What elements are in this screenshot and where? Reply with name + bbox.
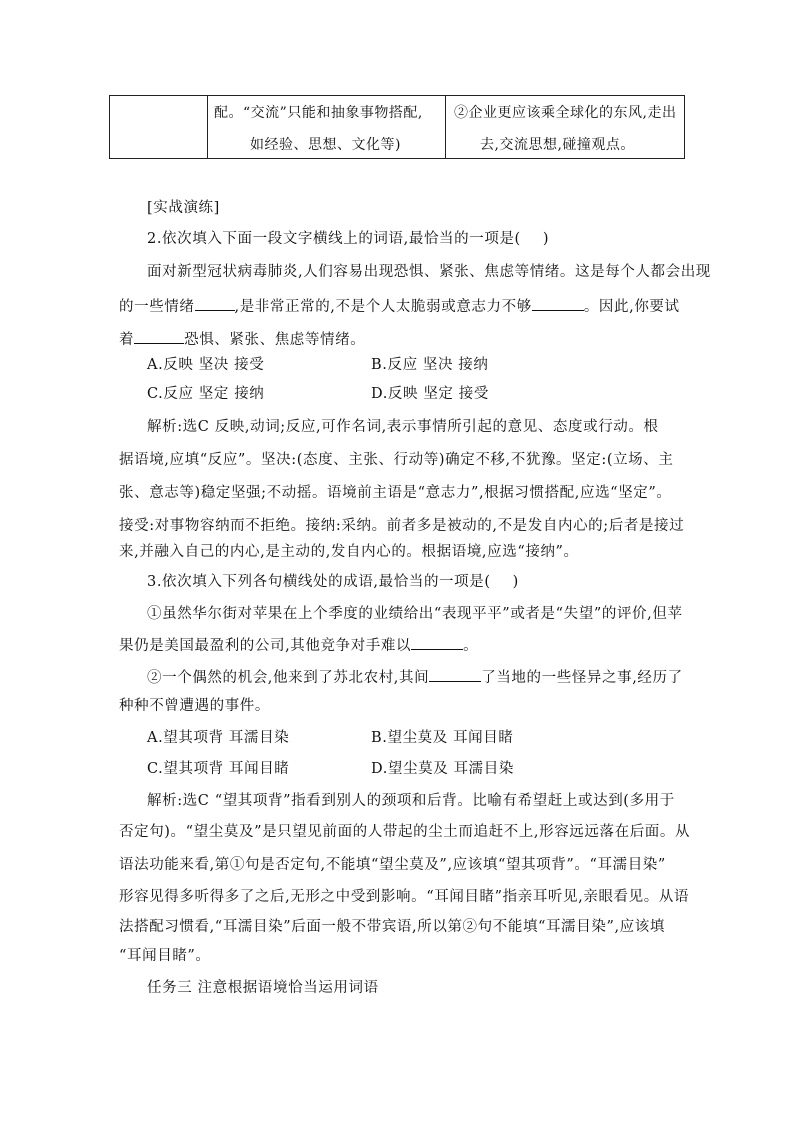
answer-analysis-line: “耳闻目睹”。	[119, 948, 211, 964]
fill-blank	[134, 329, 184, 344]
question-3-sentence-line	[119, 635, 478, 655]
sentence-text: 。	[463, 638, 479, 654]
section-label: [实战演练]	[147, 200, 220, 216]
table-divider	[445, 96, 446, 158]
question-3-sentence-line: ①虽然华尔街对苹果在上个季度的业绩给出“表现平平”或者是“失望”的评价,但苹	[147, 606, 683, 622]
sentence-text: ②一个偶然的机会,他来到了苏北农村,其间	[147, 670, 430, 686]
answer-analysis-line: 否定句)。“望尘莫及”是只望见前面的人带起的尘土而追赶不上,形容远远落在后面。从	[119, 824, 691, 840]
table-cell-line: 如经验、思想、文化等)	[250, 137, 401, 153]
question-3-stem	[147, 573, 519, 591]
table-cell-line: 去,交流思想,碰撞观点。	[480, 137, 635, 153]
passage-text: ,是非常正常的,不是个人太脆弱或意志力不够	[234, 299, 532, 315]
answer-analysis-line: 据语境,应填“反应”。坚决:(态度、主张、行动等)确定不移,不犹豫。坚定:(立场、主	[119, 452, 674, 468]
passage-text: 着	[119, 332, 135, 348]
answer-analysis-line: 来,并融入自己的内心,是主动的,发自内心的。根据语境,应选“接纳”。	[119, 544, 579, 560]
option-c: C.望其项背 耳闻目睹	[147, 761, 290, 777]
answer-analysis-line: 法搭配习惯看,“耳濡目染”后面一般不带宾语,所以第②句不能填“耳濡目染”,应该填	[119, 919, 665, 935]
fill-blank	[195, 296, 235, 311]
sentence-text: 了当地的一些怪异之事,经历了	[481, 670, 683, 686]
answer-analysis-line: 张、意志等)稳定坚强;不动摇。语境前主语是“意志力”,根据习惯搭配,应选“坚定”。	[119, 485, 672, 501]
question-stem-end: )	[542, 231, 550, 247]
question-2-passage-line: 面对新型冠状病毒肺炎,人们容易出现恐惧、紧张、焦虑等情绪。这是每个人都会出现	[147, 264, 711, 280]
question-3-sentence-line	[147, 667, 683, 687]
table-divider	[207, 96, 208, 158]
option-d: D.反映 坚定 接受	[371, 386, 489, 402]
answer-analysis-line: 语法功能来看,第①句是否定句,不能填“望尘莫及”,应该填“望其项背”。“耳濡目染”	[119, 857, 666, 873]
option-b: B.反应 坚决 接纳	[371, 357, 489, 373]
answer-analysis-line: 形容见得多听得多了之后,无形之中受到影响。“耳闻目睹”指亲耳听见,亲眼看见。从语	[119, 889, 690, 905]
option-a: A.望其项背 耳濡目染	[147, 730, 290, 746]
option-b: B.望尘莫及 耳闻目睹	[371, 730, 514, 746]
passage-text: 。因此,你要试	[583, 299, 680, 315]
fill-blank	[429, 667, 481, 682]
passage-text: 恐惧、紧张、焦虑等情绪。	[184, 332, 366, 348]
fill-blank	[411, 635, 463, 650]
question-3-sentence-line: 种种不曾遭遇的事件。	[119, 698, 270, 714]
answer-analysis-line: 接受:对事物容纳而不拒绝。接纳:采纳。前者多是被动的,不是发自内心的;后者是接过	[119, 518, 685, 534]
question-stem-text: 2.依次填入下面一段文字横线上的词语,最恰当的一项是(	[147, 231, 521, 247]
table-cell-line: 配。“交流”只能和抽象事物搭配,	[214, 105, 423, 121]
passage-text: 的一些情绪	[119, 299, 195, 315]
table-cell-line: ②企业更应该乘全球化的东风,走出	[454, 105, 677, 121]
sentence-text: 果仍是美国最盈利的公司,其他竞争对手难以	[119, 638, 412, 654]
fill-blank	[532, 296, 584, 311]
comparison-table-fragment	[109, 95, 685, 159]
answer-analysis-line: 解析:选C “望其项背”指看到别人的颈项和后背。比喻有希望赶上或达到(多用于	[147, 793, 675, 809]
question-2-passage-line	[119, 329, 365, 349]
option-d: D.望尘莫及 耳濡目染	[371, 761, 514, 777]
task-heading: 任务三 注意根据语境恰当运用词语	[147, 980, 379, 996]
question-stem-text: 3.依次填入下列各句横线处的成语,最恰当的一项是(	[147, 574, 491, 590]
option-c: C.反应 坚定 接纳	[147, 386, 265, 402]
question-stem-end: )	[512, 574, 519, 590]
answer-analysis-line: 解析:选C 反映,动词;反应,可作名词,表示事情所引起的意见、态度或行动。根	[147, 419, 659, 435]
question-2-stem	[147, 230, 549, 248]
option-a: A.反映 坚决 接受	[147, 357, 265, 373]
question-2-passage-line	[119, 296, 680, 316]
